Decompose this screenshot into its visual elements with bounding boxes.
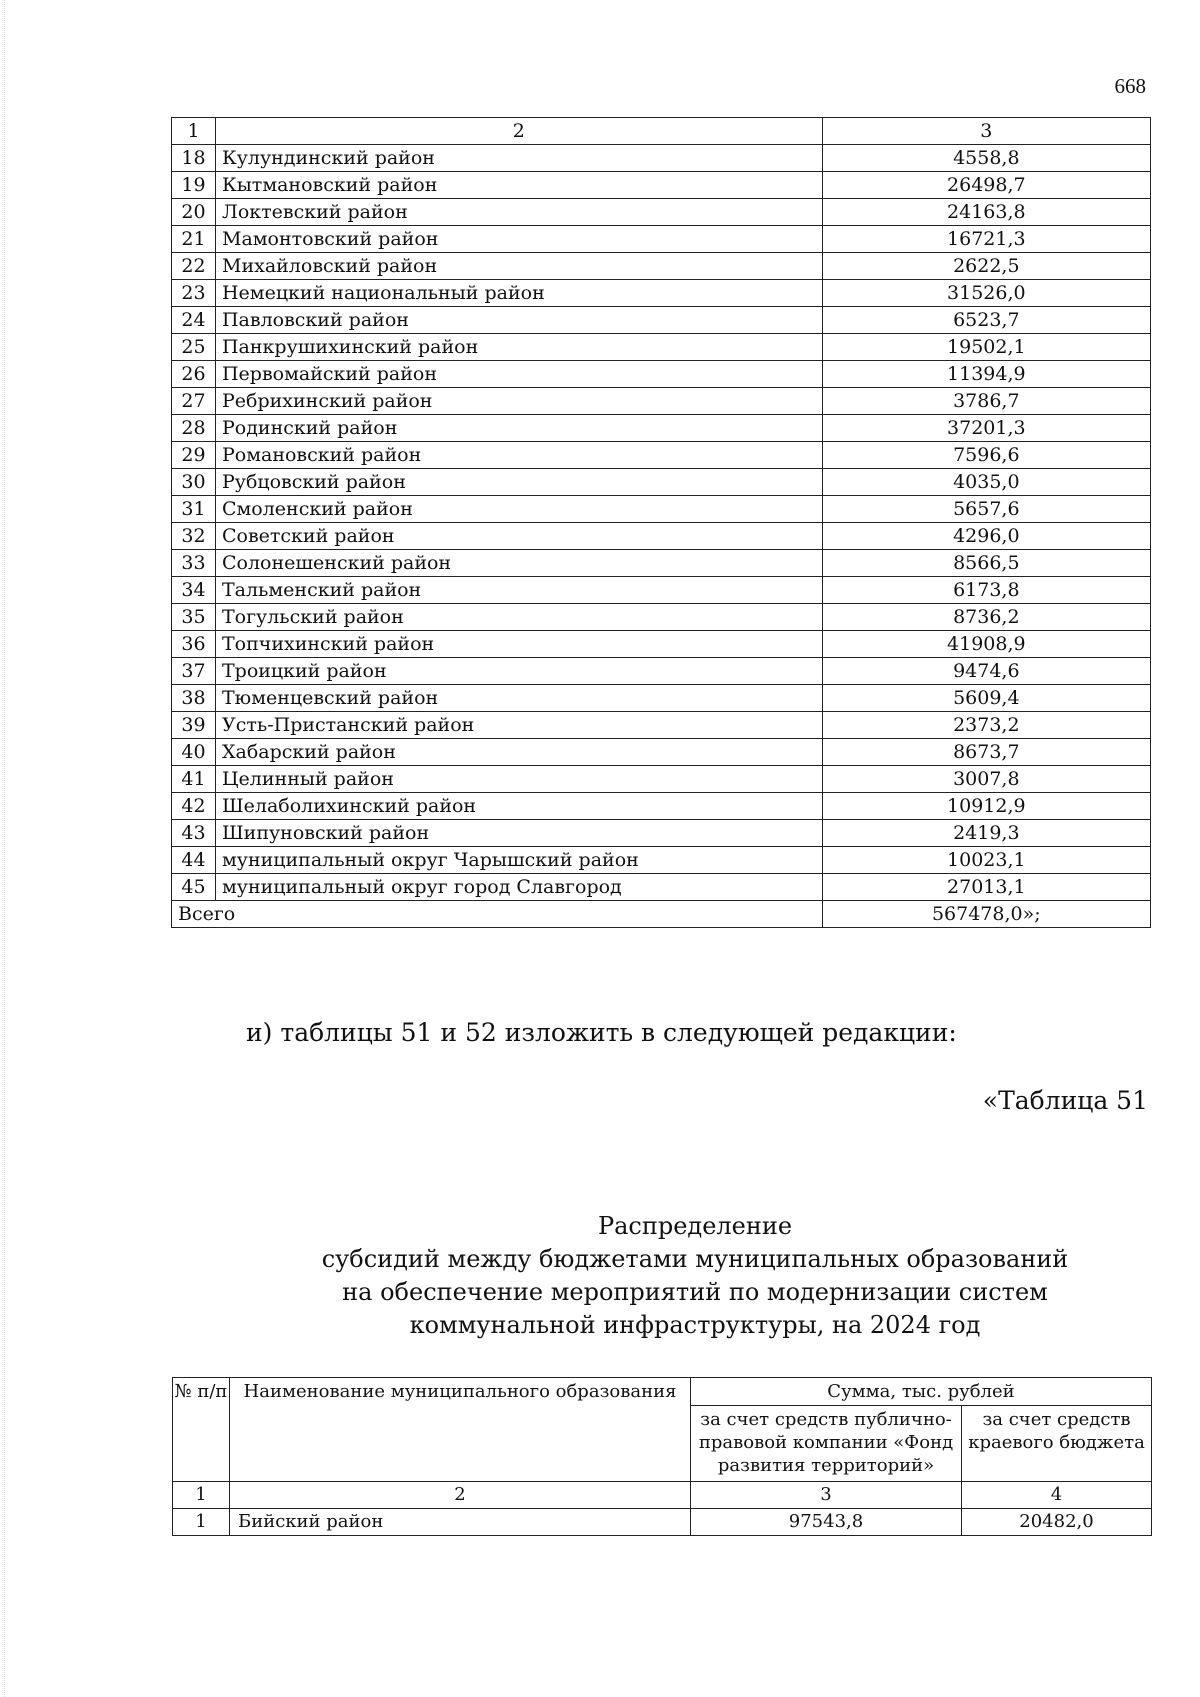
row-number: 24 xyxy=(172,307,216,334)
row-number: 26 xyxy=(172,361,216,388)
heading-line: на обеспечение мероприятий по модернизации систем xyxy=(342,1278,1048,1306)
district-name: Шипуновский район xyxy=(215,820,822,847)
district-name: муниципальный округ город Славгород xyxy=(215,874,822,901)
row-number: 22 xyxy=(172,253,216,280)
table-row xyxy=(172,415,1151,442)
district-name: Советский район xyxy=(215,523,822,550)
district-name: Тюменцевский район xyxy=(215,685,822,712)
amount: 10912,9 xyxy=(822,793,1150,820)
row-number: 1 xyxy=(173,1509,230,1536)
table-row xyxy=(173,1509,1152,1536)
row-number: 37 xyxy=(172,658,216,685)
amount-fund: 97543,8 xyxy=(691,1509,962,1536)
table-row xyxy=(172,496,1151,523)
table-row xyxy=(172,766,1151,793)
table-row xyxy=(172,847,1151,874)
district-name: Тальменский район xyxy=(215,577,822,604)
table-heading xyxy=(260,1210,1130,1342)
amount: 31526,0 xyxy=(822,280,1150,307)
district-name: Бийский район xyxy=(230,1509,691,1536)
row-number: 32 xyxy=(172,523,216,550)
table-row xyxy=(172,469,1151,496)
table-row xyxy=(172,361,1151,388)
total-amount: 567478,0»; xyxy=(822,901,1150,928)
row-number: 35 xyxy=(172,604,216,631)
amount: 37201,3 xyxy=(822,415,1150,442)
amount: 2419,3 xyxy=(822,820,1150,847)
table-row xyxy=(172,172,1151,199)
row-number: 33 xyxy=(172,550,216,577)
row-number: 28 xyxy=(172,415,216,442)
row-number: 29 xyxy=(172,442,216,469)
amount: 5657,6 xyxy=(822,496,1150,523)
table-row xyxy=(172,280,1151,307)
district-name: Михайловский район xyxy=(215,253,822,280)
table-51 xyxy=(172,1377,1152,1536)
table-row xyxy=(172,442,1151,469)
row-number: 23 xyxy=(172,280,216,307)
row-number: 40 xyxy=(172,739,216,766)
row-number: 20 xyxy=(172,199,216,226)
district-name: Мамонтовский район xyxy=(215,226,822,253)
amount: 2622,5 xyxy=(822,253,1150,280)
amount: 8736,2 xyxy=(822,604,1150,631)
row-number: 18 xyxy=(172,145,216,172)
row-number: 36 xyxy=(172,631,216,658)
amount: 16721,3 xyxy=(822,226,1150,253)
table-row xyxy=(172,739,1151,766)
district-name: Ребрихинский район xyxy=(215,388,822,415)
row-number: 42 xyxy=(172,793,216,820)
heading-line: коммунальной инфраструктуры, на 2024 год xyxy=(409,1311,981,1339)
table-row xyxy=(172,793,1151,820)
header-cell: 2 xyxy=(215,118,822,145)
table-row xyxy=(172,388,1151,415)
amount: 6173,8 xyxy=(822,577,1150,604)
table-row xyxy=(172,658,1151,685)
table-row xyxy=(172,523,1151,550)
amount: 7596,6 xyxy=(822,442,1150,469)
amount: 2373,2 xyxy=(822,712,1150,739)
row-number: 41 xyxy=(172,766,216,793)
row-number: 38 xyxy=(172,685,216,712)
header-fund: за счет средств публично-правовой компании «Фонд развития территорий» xyxy=(691,1406,962,1482)
row-number: 27 xyxy=(172,388,216,415)
district-name: Павловский район xyxy=(215,307,822,334)
scan-edge xyxy=(4,0,7,1697)
district-name: Панкрушихинский район xyxy=(215,334,822,361)
row-number: 39 xyxy=(172,712,216,739)
district-name: Троицкий район xyxy=(215,658,822,685)
amount: 4296,0 xyxy=(822,523,1150,550)
table-row xyxy=(172,577,1151,604)
amount: 5609,4 xyxy=(822,685,1150,712)
row-number: 30 xyxy=(172,469,216,496)
district-name: Тогульский район xyxy=(215,604,822,631)
row-number: 45 xyxy=(172,874,216,901)
heading-line: субсидий между бюджетами муниципальных образований xyxy=(321,1245,1069,1273)
amount: 6523,7 xyxy=(822,307,1150,334)
total-label: Всего xyxy=(172,901,823,928)
amount: 11394,9 xyxy=(822,361,1150,388)
header-num: № п/п xyxy=(173,1378,230,1482)
amount: 3007,8 xyxy=(822,766,1150,793)
table-row xyxy=(172,685,1151,712)
district-name: Родинский район xyxy=(215,415,822,442)
district-name: Рубцовский район xyxy=(215,469,822,496)
district-name: Локтевский район xyxy=(215,199,822,226)
amount: 8566,5 xyxy=(822,550,1150,577)
district-name: Усть-Пристанский район xyxy=(215,712,822,739)
page-number: 668 xyxy=(1114,74,1146,98)
index-cell: 1 xyxy=(173,1482,230,1509)
amendment-text: и) таблицы 51 и 52 изложить в следующей редакции: xyxy=(246,1018,957,1047)
amount: 41908,9 xyxy=(822,631,1150,658)
amount-regional: 20482,0 xyxy=(962,1509,1152,1536)
district-name: Первомайский район xyxy=(215,361,822,388)
index-cell: 3 xyxy=(691,1482,962,1509)
table-row xyxy=(172,334,1151,361)
table-row xyxy=(172,874,1151,901)
header-cell: 1 xyxy=(172,118,216,145)
table-header-row xyxy=(172,118,1151,145)
header-sum: Сумма, тыс. рублей xyxy=(691,1378,1152,1406)
district-name: Целинный район xyxy=(215,766,822,793)
table-header-row xyxy=(173,1378,1152,1406)
table-row xyxy=(172,820,1151,847)
district-name: Топчихинский район xyxy=(215,631,822,658)
amount: 19502,1 xyxy=(822,334,1150,361)
header-name: Наименование муниципального образования xyxy=(230,1378,691,1482)
table-index-row xyxy=(173,1482,1152,1509)
index-cell: 4 xyxy=(962,1482,1152,1509)
district-name: Кытмановский район xyxy=(215,172,822,199)
table-row xyxy=(172,307,1151,334)
table-row xyxy=(172,550,1151,577)
table-row xyxy=(172,226,1151,253)
table-row xyxy=(172,199,1151,226)
table-row xyxy=(172,253,1151,280)
index-cell: 2 xyxy=(230,1482,691,1509)
table-row xyxy=(172,712,1151,739)
amount: 4035,0 xyxy=(822,469,1150,496)
row-number: 19 xyxy=(172,172,216,199)
district-name: Хабарский район xyxy=(215,739,822,766)
row-number: 44 xyxy=(172,847,216,874)
row-number: 43 xyxy=(172,820,216,847)
row-number: 34 xyxy=(172,577,216,604)
district-name: Кулундинский район xyxy=(215,145,822,172)
row-number: 25 xyxy=(172,334,216,361)
amount: 27013,1 xyxy=(822,874,1150,901)
row-number: 21 xyxy=(172,226,216,253)
header-regional: за счет средств краевого бюджета xyxy=(962,1406,1152,1482)
amount: 10023,1 xyxy=(822,847,1150,874)
table-row xyxy=(172,145,1151,172)
district-name: Немецкий национальный район xyxy=(215,280,822,307)
district-name: муниципальный округ Чарышский район xyxy=(215,847,822,874)
amount: 9474,6 xyxy=(822,658,1150,685)
district-name: Романовский район xyxy=(215,442,822,469)
row-number: 31 xyxy=(172,496,216,523)
table-caption: «Таблица 51 xyxy=(982,1086,1148,1115)
amount: 4558,8 xyxy=(822,145,1150,172)
amount: 8673,7 xyxy=(822,739,1150,766)
district-name: Шелаболихинский район xyxy=(215,793,822,820)
total-row xyxy=(172,901,1151,928)
district-name: Смоленский район xyxy=(215,496,822,523)
header-cell: 3 xyxy=(822,118,1150,145)
table-row xyxy=(172,631,1151,658)
table-row xyxy=(172,604,1151,631)
amount: 26498,7 xyxy=(822,172,1150,199)
heading-line: Распределение xyxy=(597,1212,793,1240)
amount: 3786,7 xyxy=(822,388,1150,415)
district-name: Солонешенский район xyxy=(215,550,822,577)
amount: 24163,8 xyxy=(822,199,1150,226)
continued-table xyxy=(171,117,1151,928)
